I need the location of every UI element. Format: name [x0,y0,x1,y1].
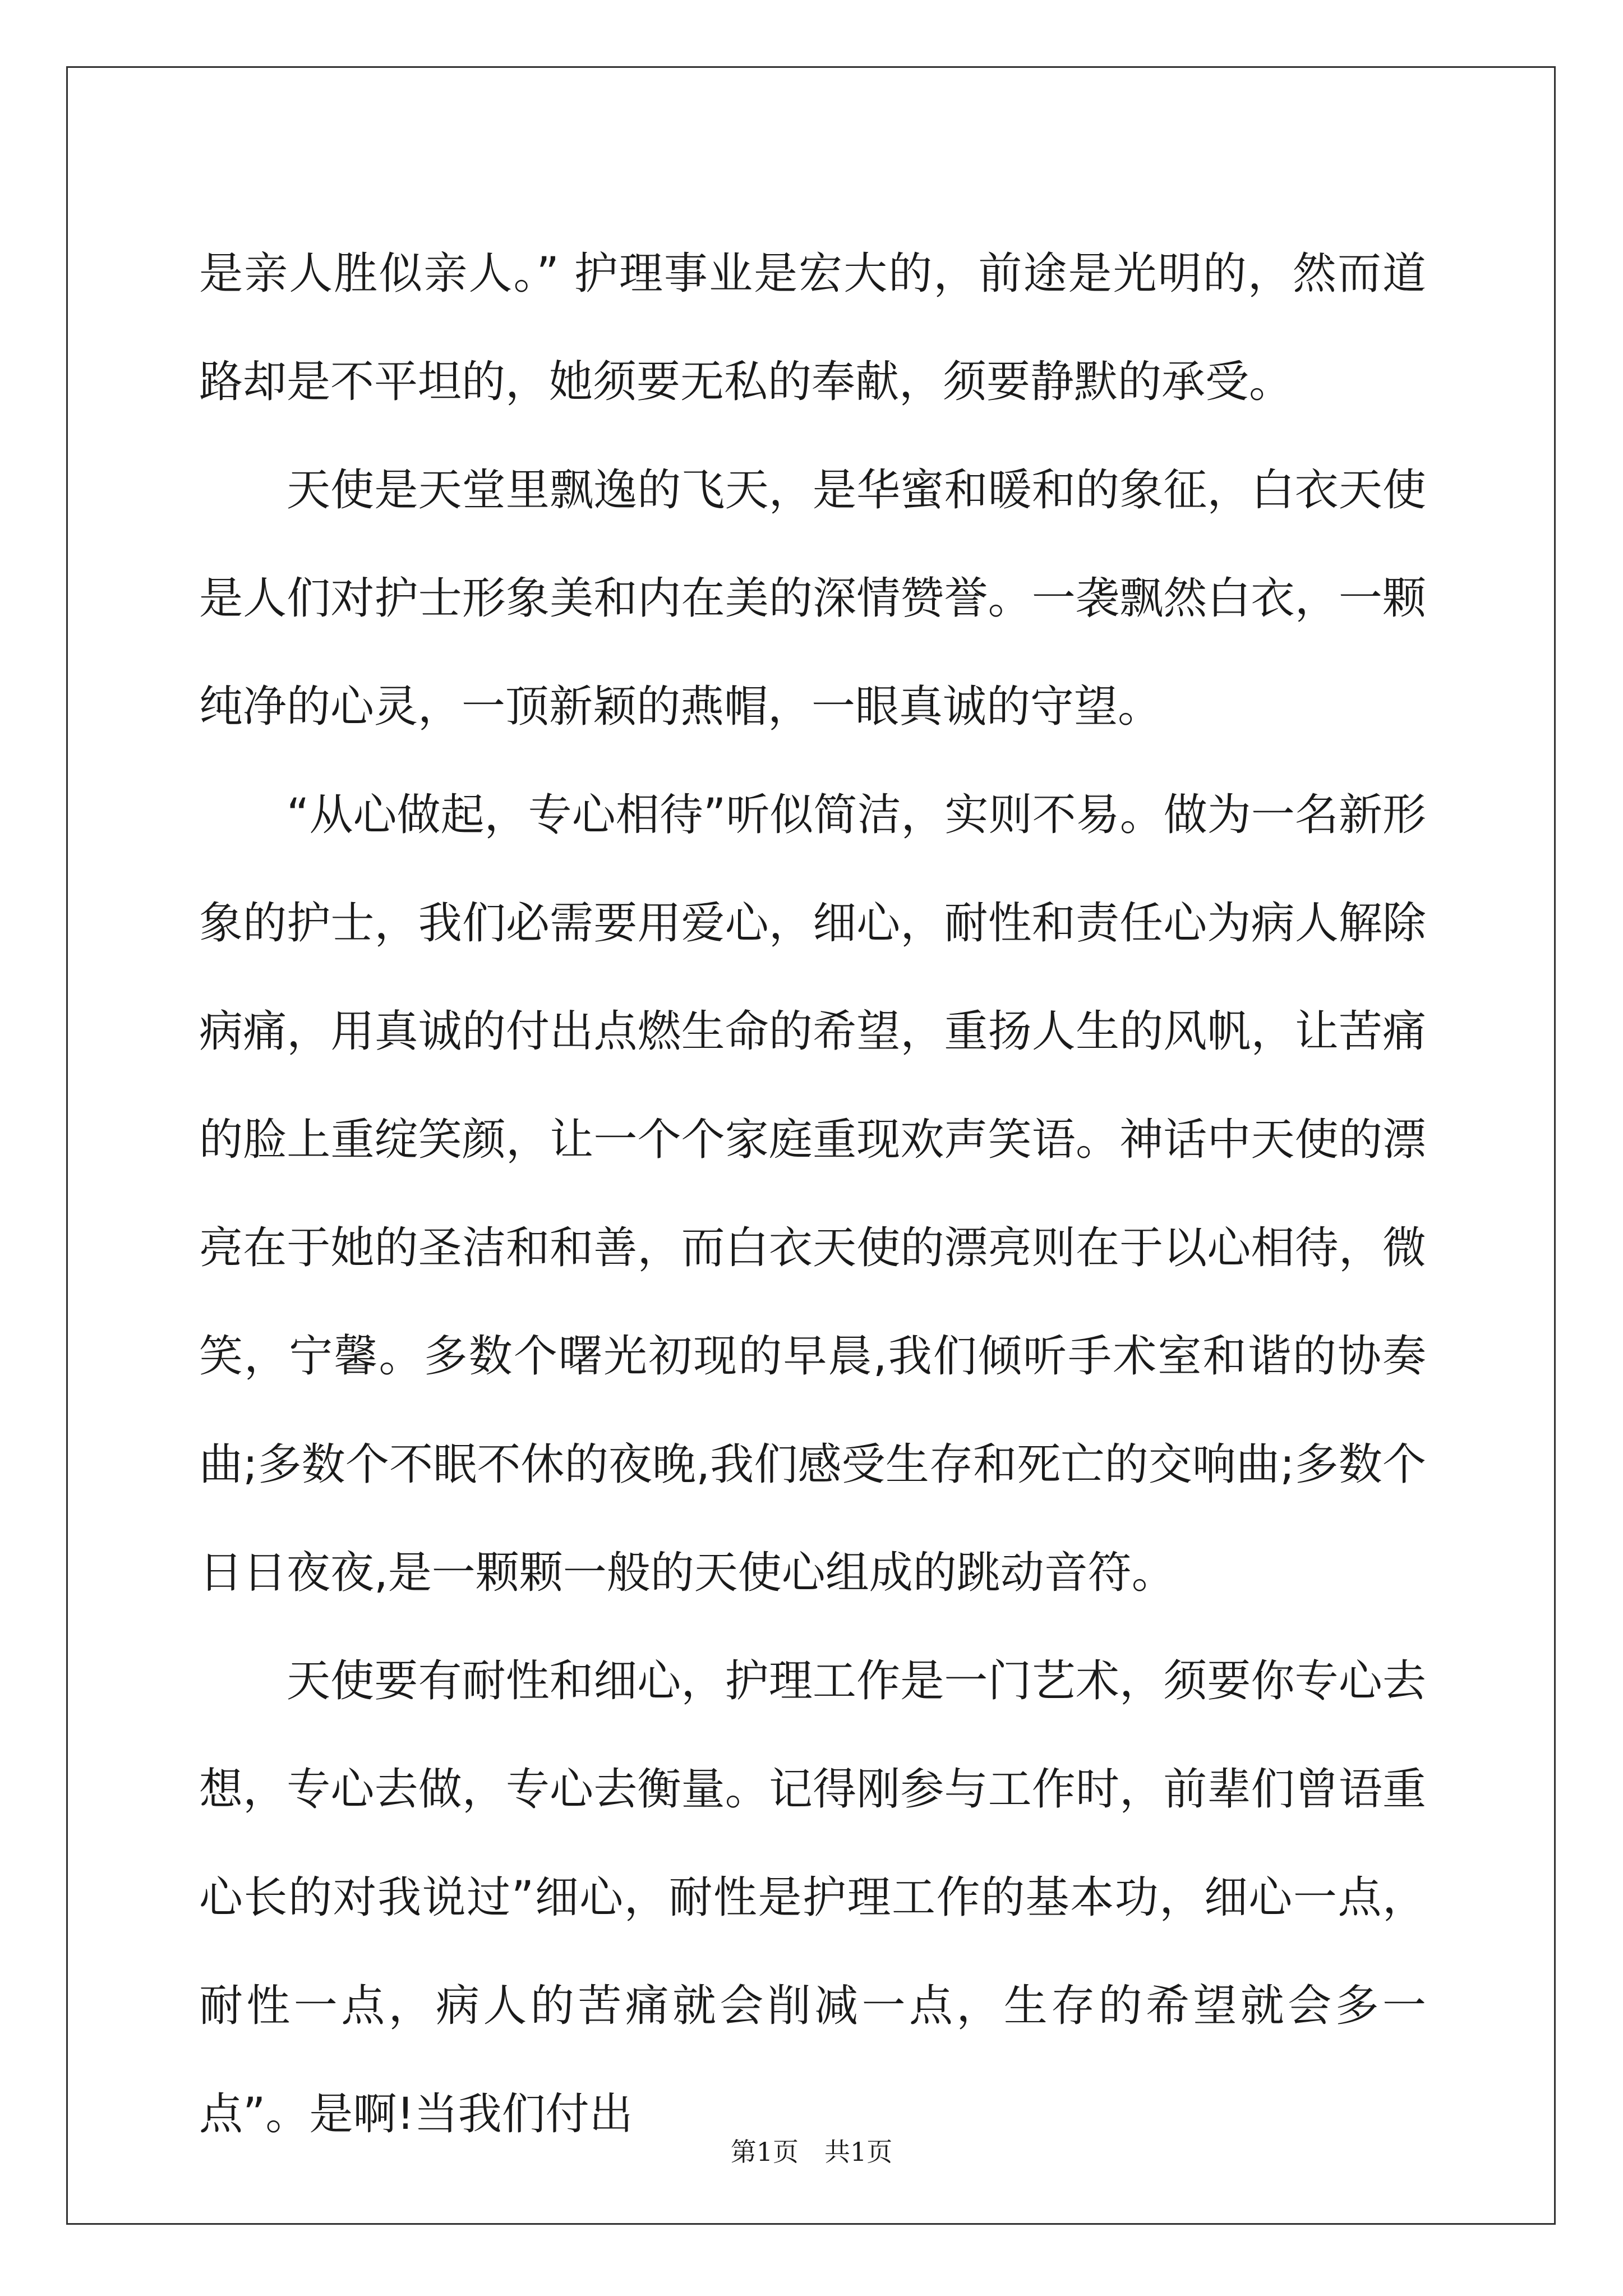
paragraph-4: 天使要有耐性和细心，护理工作是一门艺术，须要你专心去想，专心去做，专心去衡量。记得刚参与工作时，前辈们曾语重心长的对我说过”细心，耐性是护理工作的基本功，细心一点，耐性一点，病人的苦痛就会削减一点，生存的希望就会多一点”。是啊!当我们付出 [199,1656,1426,2139]
paragraph-2: 天使是天堂里飘逸的飞天，是华蜜和暖和的象征，白衣天使是人们对护士形象美和内在美的深情赞誉。一袭飘然白衣，一颗纯净的心灵，一顶新颖的燕帽，一眼真诚的守望。 [199,465,1426,732]
paragraph-1: 是亲人胜似亲人。” 护理事业是宏大的，前途是光明的，然而道路却是不平坦的，她须要无私的奉献，须要静默的承受。 [199,249,1426,407]
page-footer: 第1页 共1页 [730,2137,893,2167]
document-body [199,220,1426,2169]
paragraph-3: “从心做起，专心相待”听似简洁，实则不易。做为一名新形象的护士，我们必需要用爱心，细心，耐性和责任心为病人解除病痛，用真诚的付出点燃生命的希望，重扬人生的风帆，让苦痛的脸上重绽笑颜，让一个个家庭重现欢声笑语。神话中天使的漂亮在于她的圣洁和和善，而白衣天使的漂亮则在于以心相待，微笑，宁馨。多数个曙光初现的早晨,我们倾听手术室和谐的协奏曲;多数个不眠不休的夜晚,我们感受生存和死亡的交响曲;多数个日日夜夜,是一颗颗一般的天使心组成的跳动音符。 [199,790,1426,1598]
